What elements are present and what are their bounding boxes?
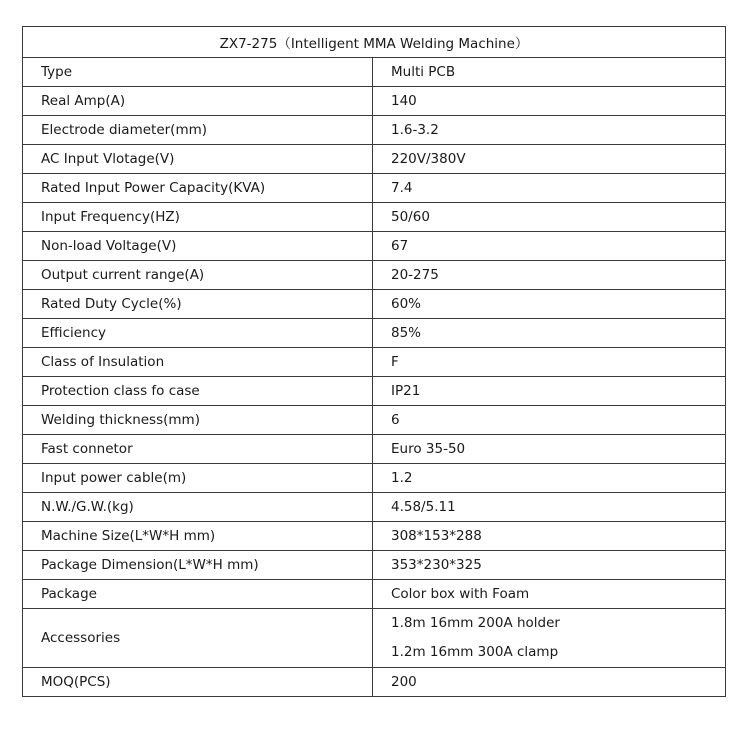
table-row-accessories [23, 609, 726, 668]
row-label: Real Amp(A) [23, 87, 373, 116]
row-label: Class of Insulation [23, 348, 373, 377]
row-label: Package [23, 580, 373, 609]
row-label: Package Dimension(L*W*H mm) [23, 551, 373, 580]
row-value: 1.2 [373, 464, 726, 493]
row-value: 200 [373, 668, 726, 697]
table-row [23, 87, 726, 116]
row-value: 67 [373, 232, 726, 261]
table-row [23, 464, 726, 493]
row-label: MOQ(PCS) [23, 668, 373, 697]
spec-body [23, 58, 726, 697]
row-label: Fast connetor [23, 435, 373, 464]
table-row-moq [23, 668, 726, 697]
row-label: Input Frequency(HZ) [23, 203, 373, 232]
table-row [23, 232, 726, 261]
row-value: 308*153*288 [373, 522, 726, 551]
table-row [23, 290, 726, 319]
accessory-item: 1.2m 16mm 300A clamp [391, 644, 559, 660]
row-label: Accessories [23, 609, 373, 668]
table-row [23, 319, 726, 348]
row-value: IP21 [373, 377, 726, 406]
table-row [23, 145, 726, 174]
accessory-item: 1.8m 16mm 200A holder [391, 615, 560, 631]
row-label: Rated Duty Cycle(%) [23, 290, 373, 319]
row-value: 140 [373, 87, 726, 116]
accessories-cell [373, 609, 726, 668]
row-value: 1.6-3.2 [373, 116, 726, 145]
table-row [23, 580, 726, 609]
row-label: Type [23, 58, 373, 87]
table-row [23, 261, 726, 290]
table-row [23, 203, 726, 232]
table-row [23, 348, 726, 377]
row-value: 50/60 [373, 203, 726, 232]
row-label: AC Input Vlotage(V) [23, 145, 373, 174]
table-row [23, 406, 726, 435]
row-value: Multi PCB [373, 58, 726, 87]
row-value: Euro 35-50 [373, 435, 726, 464]
spec-table [22, 26, 726, 697]
row-value: 60% [373, 290, 726, 319]
table-title: ZX7-275（Intelligent MMA Welding Machine） [23, 27, 726, 58]
row-value: 6 [373, 406, 726, 435]
table-row [23, 377, 726, 406]
row-label: Electrode diameter(mm) [23, 116, 373, 145]
table-row [23, 435, 726, 464]
row-value: 353*230*325 [373, 551, 726, 580]
table-row [23, 174, 726, 203]
row-label: Efficiency [23, 319, 373, 348]
table-row [23, 116, 726, 145]
row-label: Input power cable(m) [23, 464, 373, 493]
row-value: 4.58/5.11 [373, 493, 726, 522]
row-value: Color box with Foam [373, 580, 726, 609]
title-row [23, 27, 726, 58]
table-row [23, 58, 726, 87]
row-label: Protection class fo case [23, 377, 373, 406]
row-value: F [373, 348, 726, 377]
row-label: Output current range(A) [23, 261, 373, 290]
table-row [23, 551, 726, 580]
row-value: 7.4 [373, 174, 726, 203]
row-label: N.W./G.W.(kg) [23, 493, 373, 522]
row-label: Machine Size(L*W*H mm) [23, 522, 373, 551]
row-label: Welding thickness(mm) [23, 406, 373, 435]
row-value: 20-275 [373, 261, 726, 290]
row-value: 220V/380V [373, 145, 726, 174]
row-label: Rated Input Power Capacity(KVA) [23, 174, 373, 203]
table-row [23, 493, 726, 522]
row-label: Non-load Voltage(V) [23, 232, 373, 261]
row-value: 85% [373, 319, 726, 348]
table-row [23, 522, 726, 551]
